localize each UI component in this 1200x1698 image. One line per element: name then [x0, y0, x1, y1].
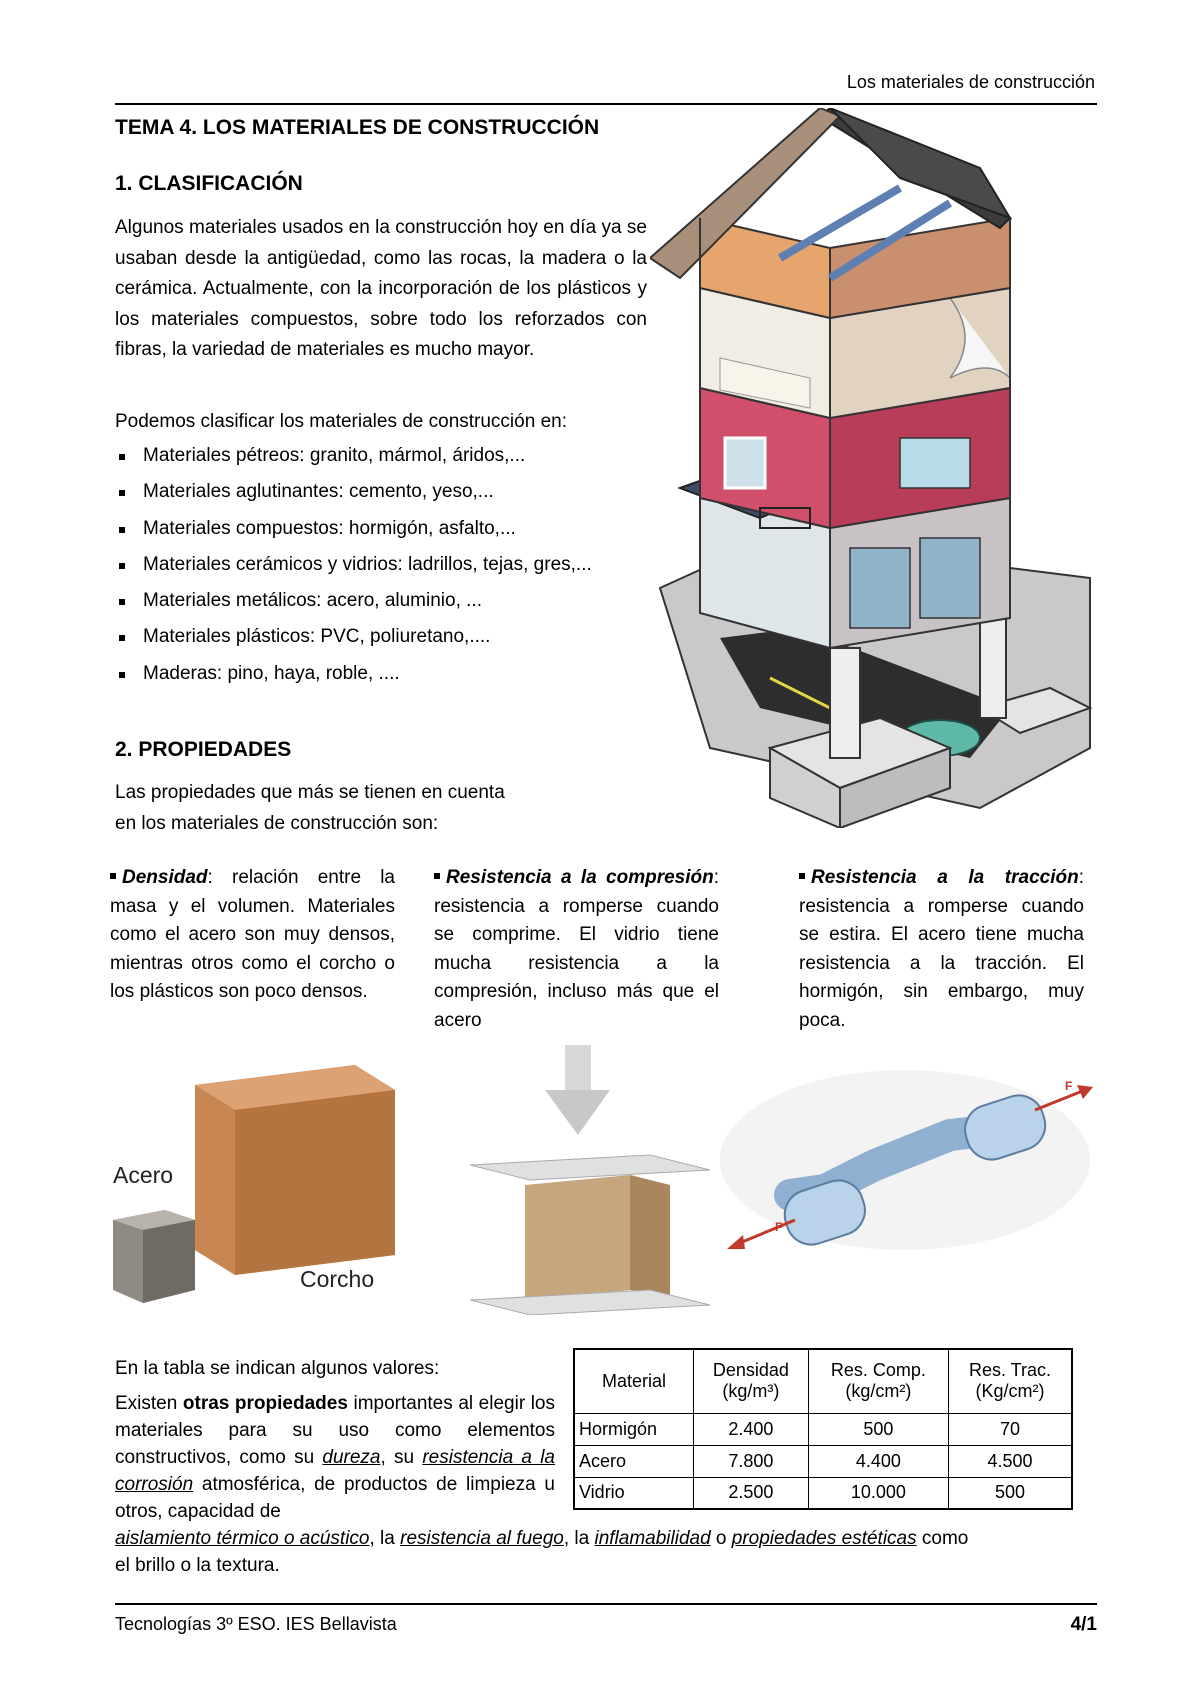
- section-heading-propiedades: 2. PROPIEDADES: [115, 738, 292, 761]
- table-cell: 500: [949, 1477, 1072, 1509]
- force-label-left: F: [775, 1220, 783, 1234]
- property-density: [110, 864, 395, 1007]
- table-cell: 4.400: [808, 1445, 948, 1477]
- list-item: Materiales pétreos: granito, mármol, áridos,...: [115, 441, 592, 477]
- term-dureza: dureza: [322, 1447, 381, 1468]
- closing-last-line: el brillo o la textura.: [115, 1555, 280, 1576]
- footer-course: Tecnologías 3º ESO. IES Bellavista: [115, 1614, 397, 1634]
- section2-intro-line1: Las propiedades que más se tienen en cuenta: [115, 782, 505, 803]
- table-cell: 7.800: [694, 1445, 809, 1477]
- list-item: Materiales cerámicos y vidrios: ladrillos, tejas, gres,...: [115, 550, 592, 586]
- closing-text: importantes al elegir los materiales para su uso como elementos constructivos, como su: [115, 1393, 556, 1468]
- property-term: Resistencia a la tracción: [811, 867, 1079, 888]
- section2-intro-line2: en los materiales de construcción son:: [115, 812, 439, 834]
- list-item: Materiales aglutinantes: cemento, yeso,...: [115, 477, 592, 513]
- table-header-cell: Material: [574, 1349, 694, 1413]
- term-esteticas: propiedades estéticas: [731, 1528, 917, 1549]
- list-item: Maderas: pino, haya, roble, ....: [115, 659, 592, 695]
- table-lead: En la tabla se indican algunos valores:: [115, 1358, 440, 1379]
- header-label: Densidad: [712, 1360, 789, 1381]
- closing-text: como: [916, 1528, 969, 1549]
- term-aislamiento: aislamiento térmico o acústico: [115, 1528, 370, 1549]
- compression-illustration: [470, 1045, 720, 1315]
- section1-intro: Algunos materiales usados en la construcción hoy en día ya se usaban desde la antigüedad, como las rocas, la madera o la cerámica. Actualmente, con la incorporación de los plásticos y los materiales compuestos, sobre todo los reforzados con fibras, la variedad de materiales es mucho mayor.: [115, 217, 647, 360]
- term-fuego: resistencia al fuego: [400, 1528, 564, 1549]
- table-cell: 500: [808, 1413, 948, 1445]
- property-desc: : resistencia a romperse cuando se comprime. El vidrio tiene mucha resistencia a la compresión, incluso más que el acero: [434, 867, 719, 1031]
- table-header-cell: [694, 1349, 809, 1413]
- footer-rule: [115, 1603, 1097, 1605]
- house-cutaway-illustration: [650, 108, 1100, 828]
- table-cell: Hormigón: [574, 1413, 694, 1445]
- property-term: Resistencia a la compresión: [446, 867, 714, 888]
- properties-table: [573, 1348, 1073, 1510]
- bullet-icon: [434, 873, 440, 879]
- table-row: [574, 1477, 1072, 1509]
- closing-bold: otras propiedades: [182, 1393, 348, 1414]
- header-unit: (kg/cm²): [845, 1381, 912, 1402]
- closing-text: , la: [563, 1528, 595, 1549]
- force-label-right: F: [1065, 1079, 1073, 1093]
- closing-text: , la: [369, 1528, 401, 1549]
- term-corrosion: resistencia a la corrosión: [115, 1447, 555, 1495]
- closing-text: , su: [380, 1447, 423, 1468]
- list-item: Materiales metálicos: acero, aluminio, ...: [115, 586, 592, 622]
- running-header: Los materiales de construcción: [846, 72, 1095, 92]
- table-header-cell: [808, 1349, 948, 1413]
- property-desc: : resistencia a romperse cuando se estira. El acero tiene mucha resistencia a la tracción. El hormigón, sin embargo, muy poca.: [799, 867, 1084, 1031]
- section2-intro: [115, 778, 505, 839]
- header-label: Res. Comp.: [830, 1360, 926, 1381]
- section1-lead: Podemos clasificar los materiales de construcción en:: [115, 411, 567, 432]
- bullet-icon: [110, 873, 116, 879]
- term-inflamabilidad: inflamabilidad: [594, 1528, 711, 1549]
- materials-list: [115, 441, 592, 695]
- closing-text: o: [710, 1528, 732, 1549]
- property-traction: [799, 864, 1084, 1036]
- bullet-icon: [799, 873, 805, 879]
- table-cell: 70: [949, 1413, 1072, 1445]
- cork-label: Corcho: [300, 1266, 375, 1292]
- table-cell: Acero: [574, 1445, 694, 1477]
- table-header-row: [574, 1349, 1072, 1413]
- traction-illustration: [715, 1035, 1100, 1285]
- table-cell: 2.400: [694, 1413, 809, 1445]
- header-label: Res. Trac.: [969, 1360, 1052, 1381]
- property-term: Densidad: [122, 867, 208, 888]
- table-row: [574, 1413, 1072, 1445]
- table-cell: 2.500: [694, 1477, 809, 1509]
- property-compression: [434, 864, 719, 1036]
- header-rule: [115, 103, 1097, 105]
- table-row: [574, 1445, 1072, 1477]
- header-unit: (Kg/cm²): [975, 1381, 1045, 1402]
- list-item: Materiales compuestos: hormigón, asfalto,...: [115, 514, 592, 550]
- header-unit: (kg/m³): [722, 1381, 780, 1402]
- density-illustration: [105, 1055, 405, 1315]
- list-item: Materiales plásticos: PVC, poliuretano,....: [115, 622, 592, 658]
- closing-text: atmosférica, de productos de limpieza u otros, capacidad de: [115, 1474, 555, 1522]
- closing-text: Existen: [115, 1393, 183, 1414]
- section-heading-clasificacion: 1. CLASIFICACIÓN: [115, 172, 303, 195]
- table-cell: Vidrio: [574, 1477, 694, 1509]
- table-cell: 4.500: [949, 1445, 1072, 1477]
- page-title: TEMA 4. LOS MATERIALES DE CONSTRUCCIÓN: [115, 116, 600, 139]
- closing-line: [115, 1525, 968, 1552]
- table-cell: 10.000: [808, 1477, 948, 1509]
- property-desc: : relación entre la masa y el volumen. Materiales como el acero son muy densos, mientras otros como el corcho o los plásticos son poco densos.: [110, 867, 395, 1003]
- closing-paragraph: [115, 1390, 555, 1525]
- table-header-cell: [949, 1349, 1072, 1413]
- page-number: 4/1: [1070, 1614, 1097, 1635]
- steel-label: Acero: [113, 1162, 174, 1188]
